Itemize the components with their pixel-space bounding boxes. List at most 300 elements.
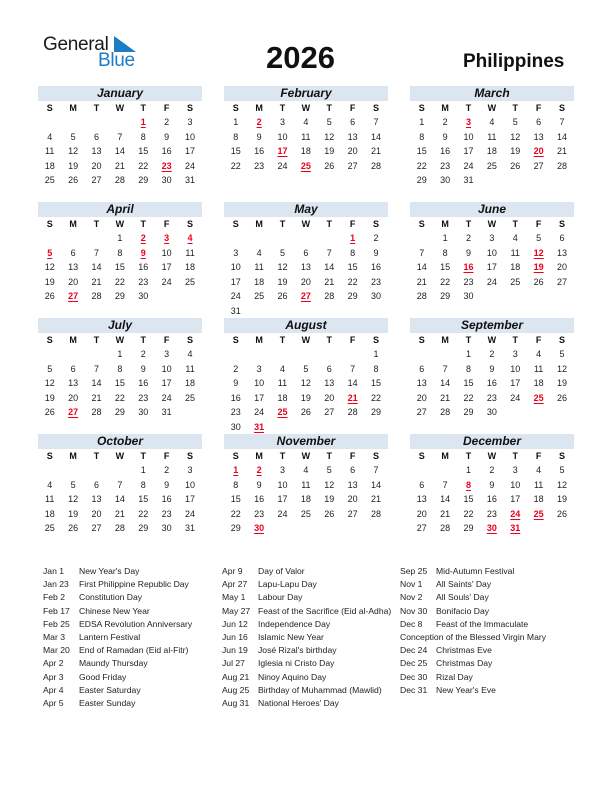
date-cell: 9	[164, 479, 170, 490]
holiday-name: Conception of the Blessed Virgin Mary	[400, 631, 547, 642]
empty-cell	[341, 347, 364, 362]
holiday-row	[400, 565, 546, 578]
holiday-date: 1	[233, 465, 239, 475]
date-cell: 22	[416, 160, 427, 171]
date-cell: 14	[114, 146, 125, 157]
empty-cell	[85, 347, 108, 362]
weekday-label: F	[535, 335, 542, 345]
date-cell: 22	[230, 508, 241, 519]
holiday-date: 27	[68, 291, 79, 302]
date-cell: 29	[463, 407, 474, 418]
month-october	[38, 434, 202, 536]
date-cell: 3	[187, 117, 193, 127]
holiday-date: 8	[465, 479, 471, 490]
date-cell: 29	[114, 291, 125, 302]
date-cell: 30	[463, 291, 474, 302]
holiday-date-label: Jan 1	[43, 566, 65, 576]
holiday-name: Christmas Eve	[436, 645, 492, 656]
date-cell: 4	[279, 363, 285, 374]
date-cell: 14	[371, 479, 382, 490]
date-cell: 30	[138, 407, 149, 418]
weekday-label: F	[163, 335, 170, 345]
date-cell: 11	[487, 131, 497, 142]
date-cell: 23	[254, 508, 265, 519]
holiday-date-label: Apr 27	[222, 579, 248, 590]
weekday-label: M	[441, 103, 449, 113]
date-cell: 11	[533, 363, 544, 374]
weekday-label: S	[418, 103, 425, 113]
weekday-label: W	[301, 335, 311, 345]
date-cell: 30	[138, 291, 149, 302]
date-cell: 13	[347, 131, 358, 142]
date-cell: 17	[161, 378, 172, 389]
month-title: March	[410, 86, 574, 101]
date-cell: 20	[416, 508, 427, 519]
weekday-label: M	[255, 335, 263, 345]
date-cell: 14	[91, 378, 102, 389]
holiday-row	[400, 618, 546, 631]
date-cell: 27	[324, 407, 335, 418]
weekday-label: M	[441, 451, 449, 461]
holiday-date-label: Feb 17	[43, 605, 70, 616]
date-cell: 24	[463, 160, 474, 171]
date-cell: 14	[440, 378, 451, 389]
weekday-label: S	[559, 103, 566, 113]
holiday-name: EDSA Revolution Anniversary	[79, 618, 193, 629]
date-cell: 15	[138, 146, 149, 157]
date-cell: 24	[185, 160, 196, 171]
date-cell: 5	[279, 247, 285, 258]
holiday-date: 4	[187, 233, 193, 243]
holiday-date-label: Aug 21	[222, 671, 250, 682]
date-cell: 23	[371, 276, 382, 287]
holiday-name: Independence Day	[258, 618, 331, 629]
date-cell: 3	[512, 465, 518, 475]
weekday-label: T	[512, 335, 518, 345]
date-cell: 17	[230, 276, 241, 287]
date-cell: 21	[91, 392, 102, 403]
date-cell: 18	[533, 494, 544, 505]
date-cell: 29	[114, 407, 125, 418]
date-cell: 11	[510, 247, 520, 258]
holiday-date-label: Dec 31	[400, 684, 428, 695]
date-cell: 27	[347, 160, 358, 171]
holiday-name: New Year's Day	[79, 566, 140, 576]
holiday-name: Day of Valor	[258, 566, 305, 576]
date-cell: 10	[510, 363, 521, 374]
holiday-name: All Souls' Day	[436, 592, 489, 603]
weekday-label: T	[512, 219, 518, 229]
weekday-label: W	[115, 219, 125, 229]
month-title: May	[224, 202, 388, 217]
empty-cell	[247, 231, 270, 246]
holiday-name: National Heroes' Day	[258, 697, 339, 708]
date-cell: 16	[161, 146, 172, 157]
day-grid	[38, 101, 202, 188]
empty-cell	[38, 231, 61, 246]
holiday-date: 27	[300, 291, 311, 302]
date-cell: 21	[114, 508, 125, 519]
date-cell: 6	[93, 131, 99, 142]
holiday-row	[400, 684, 546, 697]
date-cell: 14	[347, 378, 358, 389]
date-cell: 16	[371, 262, 382, 273]
month-may	[224, 202, 388, 319]
holiday-date-label: Jan 23	[43, 579, 69, 590]
date-cell: 9	[256, 479, 262, 490]
date-cell: 28	[91, 291, 102, 302]
date-cell: 18	[300, 494, 311, 505]
year-title: 2026	[266, 40, 335, 75]
holiday-name: Mid-Autumn Festival	[436, 566, 515, 576]
date-cell: 20	[68, 392, 79, 403]
holiday-date-label: May 27	[222, 605, 251, 616]
date-cell: 15	[463, 378, 474, 389]
date-cell: 25	[254, 291, 265, 302]
date-cell: 31	[463, 175, 474, 186]
date-cell: 13	[416, 378, 427, 389]
holiday-row	[222, 618, 391, 631]
holiday-column	[222, 565, 391, 710]
date-cell: 4	[536, 349, 542, 359]
month-title: September	[410, 318, 574, 333]
date-cell: 25	[185, 392, 196, 403]
date-cell: 28	[416, 291, 427, 302]
weekday-label: S	[559, 219, 566, 229]
date-cell: 3	[279, 117, 285, 127]
day-grid	[38, 333, 202, 420]
date-cell: 4	[47, 131, 53, 142]
holiday-date-label: Sep 25	[400, 566, 428, 576]
weekday-label: W	[487, 219, 497, 229]
holiday-date-label: Mar 3	[43, 631, 65, 642]
date-cell: 30	[161, 523, 172, 534]
empty-cell	[38, 115, 61, 130]
date-cell: 28	[440, 523, 451, 534]
weekday-label: M	[69, 103, 77, 113]
holiday-date: 25	[533, 508, 544, 519]
date-cell: 26	[533, 276, 544, 287]
holiday-row	[400, 578, 546, 591]
month-title: November	[224, 434, 388, 449]
date-cell: 14	[557, 131, 568, 142]
empty-cell	[108, 463, 131, 478]
weekday-label: S	[46, 335, 53, 345]
date-cell: 5	[559, 349, 565, 359]
date-cell: 14	[114, 494, 125, 505]
date-cell: 22	[347, 276, 358, 287]
date-cell: 13	[68, 262, 79, 273]
holiday-name: Good Friday	[79, 671, 127, 682]
date-cell: 24	[277, 508, 288, 519]
date-cell: 11	[301, 131, 311, 142]
weekday-label: M	[69, 335, 77, 345]
weekday-label: T	[326, 335, 332, 345]
date-cell: 3	[187, 465, 193, 475]
date-cell: 19	[68, 508, 79, 519]
date-cell: 1	[117, 349, 123, 359]
holiday-name: Bonifacio Day	[436, 605, 490, 616]
weekday-label: F	[349, 103, 356, 113]
holiday-date-label: Dec 24	[400, 645, 428, 656]
date-cell: 14	[91, 262, 102, 273]
date-cell: 17	[510, 494, 521, 505]
holiday-date: 25	[300, 160, 311, 171]
date-cell: 19	[300, 392, 311, 403]
empty-cell	[85, 463, 108, 478]
holiday-name: Lantern Festival	[79, 631, 141, 642]
empty-cell	[410, 231, 433, 246]
date-cell: 10	[510, 479, 521, 490]
date-cell: 15	[440, 262, 451, 273]
holiday-date-label: Dec 8	[400, 618, 423, 629]
empty-cell	[85, 231, 108, 246]
month-march	[410, 86, 574, 188]
empty-cell	[38, 347, 61, 362]
date-cell: 10	[277, 479, 288, 490]
date-cell: 8	[140, 479, 146, 490]
date-cell: 5	[536, 233, 542, 243]
date-cell: 6	[419, 479, 425, 490]
empty-cell	[318, 231, 341, 246]
weekday-label: T	[465, 335, 472, 345]
holiday-row	[43, 578, 192, 591]
weekday-label: M	[255, 219, 263, 229]
date-cell: 4	[187, 349, 193, 359]
holiday-name: Lapu-Lapu Day	[258, 579, 317, 590]
date-cell: 29	[230, 523, 241, 534]
date-cell: 30	[486, 407, 497, 418]
date-cell: 9	[465, 247, 471, 258]
date-cell: 21	[416, 276, 427, 287]
weekday-label: F	[535, 219, 542, 229]
weekday-label: T	[93, 103, 100, 113]
weekday-label: T	[465, 451, 472, 461]
date-cell: 15	[114, 262, 125, 273]
date-cell: 12	[557, 363, 568, 374]
day-grid	[224, 217, 388, 319]
month-title: January	[38, 86, 202, 101]
date-cell: 25	[44, 175, 55, 186]
holiday-row	[43, 657, 192, 670]
holiday-date: 25	[277, 407, 288, 418]
date-cell: 26	[44, 291, 55, 302]
date-cell: 13	[557, 247, 568, 258]
date-cell: 1	[233, 117, 239, 127]
date-cell: 9	[256, 131, 262, 142]
date-cell: 1	[117, 233, 123, 243]
date-cell: 7	[419, 247, 425, 258]
empty-cell	[410, 463, 433, 478]
holiday-date: 2	[140, 233, 146, 243]
day-grid	[410, 449, 574, 536]
weekday-label: T	[140, 103, 146, 113]
day-grid	[410, 333, 574, 420]
date-cell: 2	[442, 117, 448, 127]
holiday-date-label: Apr 2	[43, 658, 64, 669]
weekday-label: W	[115, 335, 125, 345]
weekday-label: S	[373, 335, 380, 345]
holiday-name: Maundy Thursday	[79, 658, 148, 669]
holiday-row	[43, 644, 192, 657]
weekday-label: S	[232, 335, 239, 345]
weekday-label: S	[418, 219, 425, 229]
empty-cell	[38, 463, 61, 478]
holiday-name: Iglesia ni Cristo Day	[258, 658, 335, 669]
date-cell: 22	[114, 392, 125, 403]
date-cell: 3	[512, 349, 518, 359]
date-cell: 7	[559, 117, 565, 127]
weekday-label: W	[487, 451, 497, 461]
date-cell: 2	[465, 233, 471, 243]
weekday-label: S	[46, 103, 53, 113]
date-cell: 10	[254, 378, 265, 389]
weekday-label: S	[46, 451, 53, 461]
holiday-date: 23	[161, 160, 172, 171]
date-cell: 9	[489, 479, 495, 490]
date-cell: 26	[324, 160, 335, 171]
holiday-date: 3	[164, 233, 170, 243]
empty-cell	[433, 463, 456, 478]
month-title: August	[224, 318, 388, 333]
weekday-label: F	[535, 103, 542, 113]
month-june	[410, 202, 574, 304]
date-cell: 3	[489, 233, 495, 243]
date-cell: 12	[277, 262, 288, 273]
holiday-date-label: Feb 25	[43, 618, 70, 629]
day-grid	[410, 217, 574, 304]
date-cell: 19	[557, 494, 568, 505]
weekday-label: S	[559, 451, 566, 461]
date-cell: 14	[371, 131, 382, 142]
holiday-row	[400, 605, 546, 618]
weekday-label: T	[140, 451, 146, 461]
date-cell: 6	[536, 117, 542, 127]
weekday-label: S	[187, 219, 194, 229]
date-cell: 17	[185, 494, 196, 505]
date-cell: 20	[300, 276, 311, 287]
holiday-row	[222, 591, 391, 604]
date-cell: 22	[138, 160, 149, 171]
holiday-name: José Rizal's birthday	[258, 645, 337, 656]
date-cell: 12	[44, 378, 55, 389]
holiday-row	[43, 671, 192, 684]
date-cell: 2	[489, 465, 495, 475]
weekday-label: F	[163, 451, 170, 461]
date-cell: 19	[44, 276, 55, 287]
date-cell: 29	[138, 523, 149, 534]
weekday-label: T	[465, 103, 472, 113]
date-cell: 14	[324, 262, 335, 273]
date-cell: 13	[91, 146, 102, 157]
holiday-name: Feast of the Immaculate	[436, 618, 529, 629]
date-cell: 9	[164, 131, 170, 142]
date-cell: 6	[559, 233, 565, 243]
month-title: December	[410, 434, 574, 449]
date-cell: 5	[47, 363, 53, 374]
holiday-date-label: Nov 30	[400, 605, 428, 616]
date-cell: 3	[233, 247, 239, 258]
date-cell: 1	[442, 233, 448, 243]
holiday-date: 9	[140, 247, 146, 258]
date-cell: 5	[326, 465, 332, 475]
weekday-label: M	[255, 451, 263, 461]
date-cell: 7	[93, 363, 99, 374]
weekday-label: S	[187, 103, 194, 113]
date-cell: 23	[230, 407, 241, 418]
weekday-label: T	[279, 219, 286, 229]
date-cell: 6	[350, 117, 356, 127]
holiday-date: 27	[68, 407, 79, 418]
date-cell: 5	[70, 131, 76, 142]
holiday-row	[43, 605, 192, 618]
date-cell: 23	[254, 160, 265, 171]
date-cell: 28	[347, 407, 358, 418]
date-cell: 9	[140, 363, 146, 374]
date-cell: 30	[230, 421, 241, 432]
date-cell: 25	[300, 508, 311, 519]
date-cell: 1	[140, 465, 146, 475]
month-title: July	[38, 318, 202, 333]
date-cell: 15	[138, 494, 149, 505]
weekday-label: M	[441, 219, 449, 229]
date-cell: 17	[254, 392, 265, 403]
date-cell: 9	[233, 378, 239, 389]
holiday-date-label: Jul 27	[222, 658, 245, 669]
date-cell: 15	[114, 378, 125, 389]
date-cell: 4	[536, 465, 542, 475]
holiday-name: Feast of the Sacrifice (Eid al-Adha)	[258, 605, 392, 616]
date-cell: 3	[164, 349, 170, 359]
logo	[43, 34, 143, 74]
date-cell: 14	[440, 494, 451, 505]
date-cell: 18	[185, 262, 196, 273]
date-cell: 8	[373, 363, 379, 374]
date-cell: 6	[326, 363, 332, 374]
date-cell: 16	[138, 378, 149, 389]
date-cell: 6	[419, 363, 425, 374]
holiday-name: First Philippine Republic Day	[79, 579, 189, 590]
date-cell: 9	[489, 363, 495, 374]
holiday-date-label: Jun 12	[222, 618, 248, 629]
month-december	[410, 434, 574, 536]
empty-cell	[247, 347, 270, 362]
day-grid	[224, 333, 388, 435]
date-cell: 6	[70, 247, 76, 258]
date-cell: 25	[510, 276, 521, 287]
holiday-date: 31	[254, 421, 265, 432]
date-cell: 26	[44, 407, 55, 418]
weekday-label: S	[559, 335, 566, 345]
date-cell: 19	[277, 276, 288, 287]
holiday-date-label: Dec 30	[400, 671, 428, 682]
date-cell: 8	[442, 247, 448, 258]
month-title: October	[38, 434, 202, 449]
holiday-name: Labour Day	[258, 592, 303, 603]
date-cell: 22	[463, 508, 474, 519]
date-cell: 8	[117, 247, 123, 258]
date-cell: 13	[533, 131, 544, 142]
date-cell: 2	[373, 233, 379, 243]
date-cell: 27	[347, 508, 358, 519]
date-cell: 26	[300, 407, 311, 418]
date-cell: 23	[440, 160, 451, 171]
weekday-label: F	[349, 219, 356, 229]
holiday-date-label: Apr 9	[222, 566, 243, 576]
holiday-date: 16	[463, 262, 474, 273]
date-cell: 22	[463, 392, 474, 403]
holiday-date: 31	[510, 523, 521, 534]
